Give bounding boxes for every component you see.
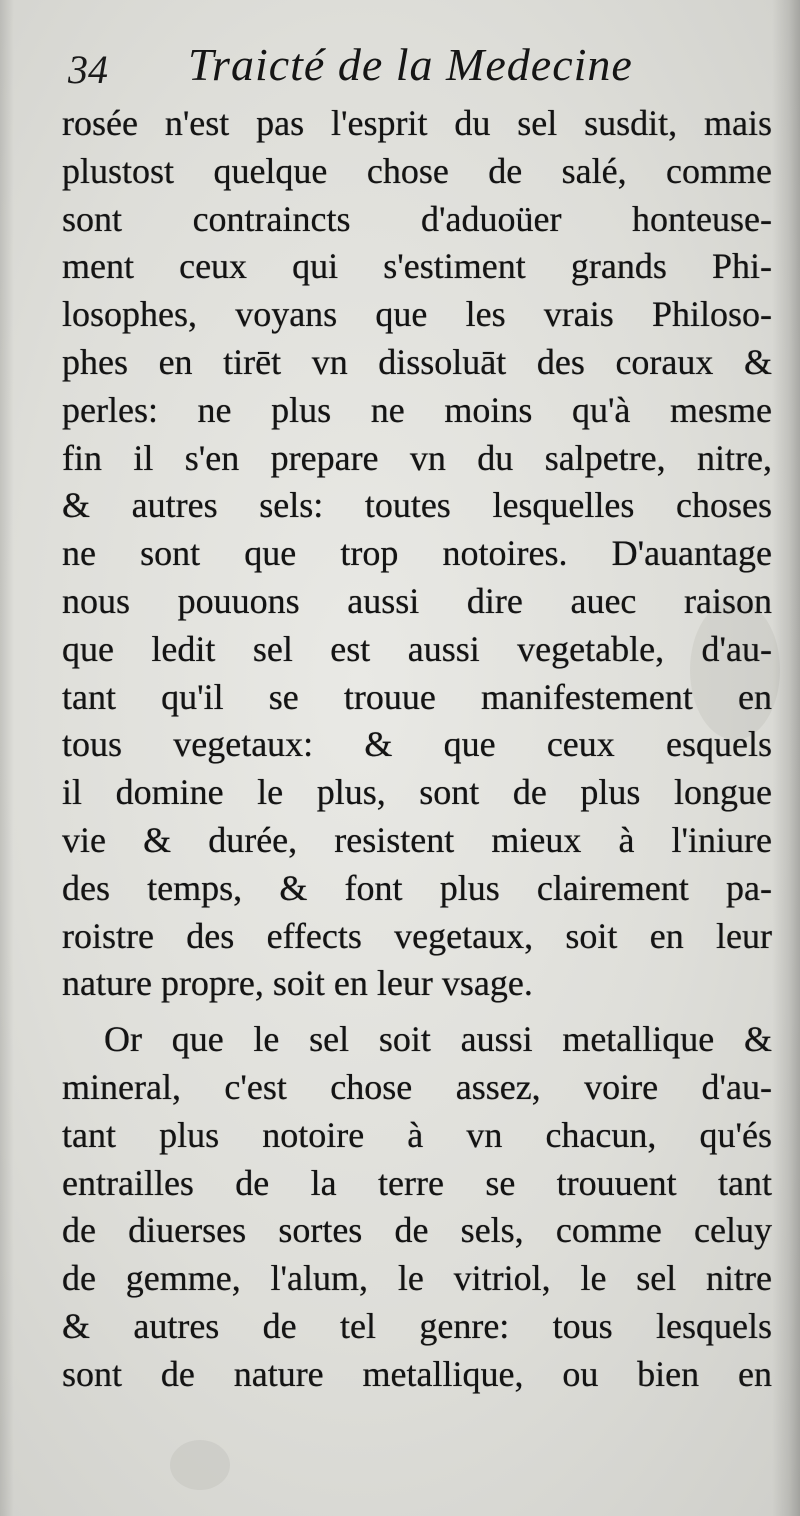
text-line: losophes, voyans que les vrais Philoso-: [62, 294, 772, 335]
running-title: Traicté de la Medecine: [188, 39, 633, 90]
text-line: des temps, & font plus clairement pa-: [62, 867, 772, 908]
text-line: perles: ne plus ne moins qu'à mesme: [62, 389, 772, 430]
text-line: nature propre, soit en leur vsage.: [62, 963, 533, 1004]
paper-stain: [170, 1440, 230, 1490]
page-number: 34: [68, 47, 108, 92]
paragraph-2: [62, 1016, 772, 1398]
page-gutter-shadow: [0, 0, 14, 1516]
text-line: ne sont que trop notoires. D'auantage: [62, 533, 772, 574]
text-line: tous vegetaux: & que ceux esquels: [62, 724, 772, 765]
text-line: ment ceux qui s'estiment grands Phi-: [62, 246, 772, 287]
text-line: entrailles de la terre se trouuent tant: [62, 1162, 772, 1203]
text-line: tant plus notoire à vn chacun, qu'és: [62, 1114, 772, 1155]
text-line: il domine le plus, sont de plus longue: [62, 772, 772, 813]
paragraph-1: [62, 100, 772, 1008]
page-edge-shadow: [772, 0, 800, 1516]
text-line: Or que le sel soit aussi metallique &: [104, 1019, 772, 1060]
text-line: plustost quelque chose de salé, comme: [62, 150, 772, 191]
paragraph-gap: [62, 1008, 772, 1016]
text-line: de diuerses sortes de sels, comme celuy: [62, 1210, 772, 1251]
text-line: rosée n'est pas l'esprit du sel susdit, mais: [62, 103, 772, 143]
text-line: fin il s'en prepare vn du salpetre, nitre,: [62, 437, 772, 478]
text-line: mineral, c'est chose assez, voire d'au-: [62, 1066, 772, 1107]
text-line: vie & durée, resistent mieux à l'iniure: [62, 819, 772, 860]
text-line: sont de nature metallique, ou bien en: [62, 1353, 772, 1394]
text-line: & autres de tel genre: tous lesquels: [62, 1305, 772, 1346]
text-line: phes en tirēt vn dissoluāt des coraux &: [62, 341, 772, 382]
text-line: roistre des effects vegetaux, soit en leur: [62, 915, 772, 956]
text-line: sont contraincts d'aduoüer honteuse-: [62, 198, 772, 239]
page-header: [68, 39, 768, 98]
text-line: que ledit sel est aussi vegetable, d'au-: [62, 628, 772, 669]
text-line: nous pouuons aussi dire auec raison: [62, 580, 772, 621]
text-line: de gemme, l'alum, le vitriol, le sel nitre: [62, 1258, 772, 1299]
body-text: [62, 100, 772, 1399]
text-line: & autres sels: toutes lesquelles choses: [62, 485, 772, 526]
text-line: tant qu'il se trouue manifestement en: [62, 676, 772, 717]
